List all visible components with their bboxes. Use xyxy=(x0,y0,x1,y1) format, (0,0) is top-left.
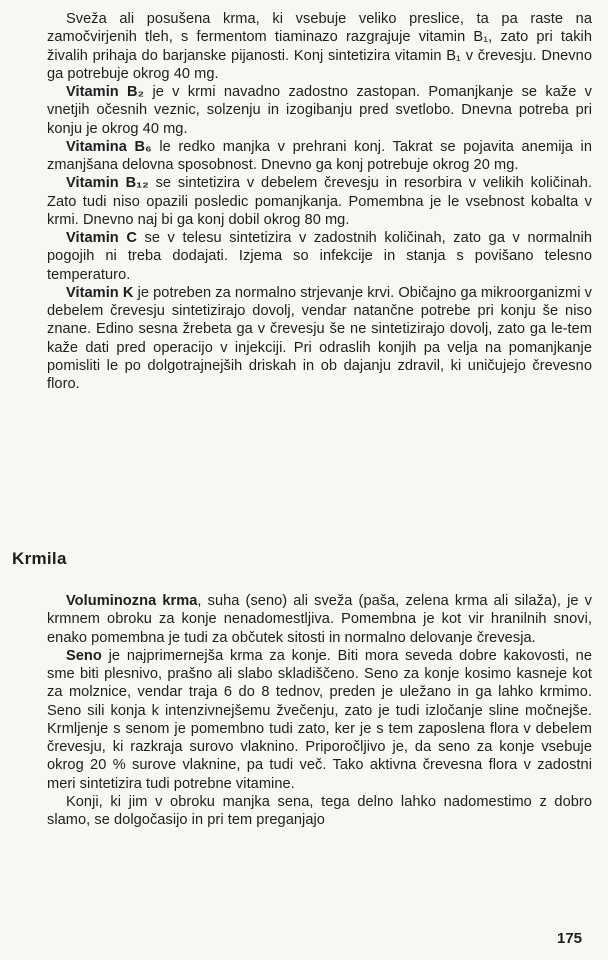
term-vitamin-b2: Vitamin B₂ xyxy=(65,84,145,100)
term-voluminozna-krma: Voluminozna krma xyxy=(65,593,198,609)
term-vitamin-k: Vitamin K xyxy=(65,284,134,301)
paragraph-vitamin-b2 xyxy=(47,83,592,138)
paragraph-seno xyxy=(47,647,592,793)
paragraph-vitamin-b6 xyxy=(47,138,592,175)
page-number: 175 xyxy=(557,930,583,947)
paragraph-konji: Konji, ki jim v obroku manjka sena, tega delno lahko nadomestimo z dobro slamo, se dolgočasijo in pri tem preganjajo xyxy=(47,793,592,828)
paragraph-text: le redko manjka v prehrani konj. Takrat se pojavita anemija in zmanjšana delovna sposobnost. Dnevno ga konj potrebuje okrog 20 mg. xyxy=(47,138,592,173)
paragraph-text: je v krmi navadno zadostno zastopan. Pomanjkanje se kaže v vnetjih očesnih veznic, solzenju in izogibanju pred svetlobo. Dnevna potreba pri konju je okrog 40 mg. xyxy=(47,84,592,137)
paragraph-voluminozna-krma xyxy=(47,592,592,647)
paragraph-text: , suha (seno) ali sveža (paša, zelena krma ali silaža), je v krmnem obroku za konje nenadomestljiva. Pomembna je kot vir hranilnih snovi, enako pomembna je tudi za občutek sitosti in normalno delovanje črevesja. xyxy=(47,593,593,646)
paragraph-text: je potreben za normalno strjevanje krvi. Običajno ga mikroorganizmi v debelem črevesju sintetizirajo dovolj, vendar natančne potrebe pri konju še niso znane. Edino sesna žrebeta ga v črevesju še ne sintetizirajo dovolj, zato ga le-tem kaže dati pred operacijo v injekciji. Pri odraslih konjih pa velja na pomanjkanje pomisliti le po dolgotrajnejših driskah in ob dajanju zdravil, ki uničujejo črevesno floro. xyxy=(47,284,593,392)
paragraph-vitamin-c xyxy=(47,229,592,284)
term-seno: Seno xyxy=(65,647,102,664)
paragraph-text: se sintetizira v debelem črevesju in resorbira v velikih količinah. Zato tudi niso opazili posledic pomanjkanja. Pomembna je le vsebnost kobalta v krmi. Dnevno naj bi ga konj dobil okrog 80 mg. xyxy=(47,175,592,228)
paragraph-vitamin-k xyxy=(47,284,592,394)
paragraph-text: se v telesu sintetizira v zadostnih količinah, zato ga v normalnih pogojih ni treba dodajati. Izjema so infekcije in stanja s povišano telesno temperaturo. xyxy=(47,230,592,283)
term-vitamin-c: Vitamin C xyxy=(65,230,137,246)
vitamins-section xyxy=(47,10,592,393)
term-vitamin-b6: Vitamina B₆ xyxy=(65,138,152,155)
paragraph-vitamin-b12 xyxy=(47,174,592,229)
paragraph-text: je najprimernejša krma za konje. Biti mora seveda dobre kakovosti, ne sme biti plesnivo, prašno ali slabo skladiščeno. Seno za konje kosimo kasneje kot za molznice, vendar traja 6 do 8 tednov, preden je uležano in ga lahko krmimo. Seno sili konja k intenzivnejšemu žvečenju, zato je tudi izločanje sline močnejše. Krmljenje s senom je pomembno tudi zato, ker je s tem zaposlena flora v debelem črevesju, ki razkraja surovo vlaknino. Priporočljivo je, da seno za konje vsebuje okrog 20 % surove vlaknine, pa tudi več. Tako aktivna črevesna flora v zadostni meri sintetizira tudi potrebne vitamine. xyxy=(47,647,592,792)
term-vitamin-b12: Vitamin B₁₂ xyxy=(65,175,149,192)
krmila-section xyxy=(47,592,592,829)
paragraph-vitamin-b1: Sveža ali posušena krma, ki vsebuje veliko preslice, ta pa raste na zamočvirjenih tleh, s fermentom tiaminazo razgrajuje vitamin B₁, zato pri takih živalih prihaja do barjanske pijanosti. Konj sintetizira vitamin B₁ v črevesju. Dnevno ga potrebuje okrog 40 mg. xyxy=(47,11,592,82)
section-heading-krmila: Krmila xyxy=(12,549,67,568)
